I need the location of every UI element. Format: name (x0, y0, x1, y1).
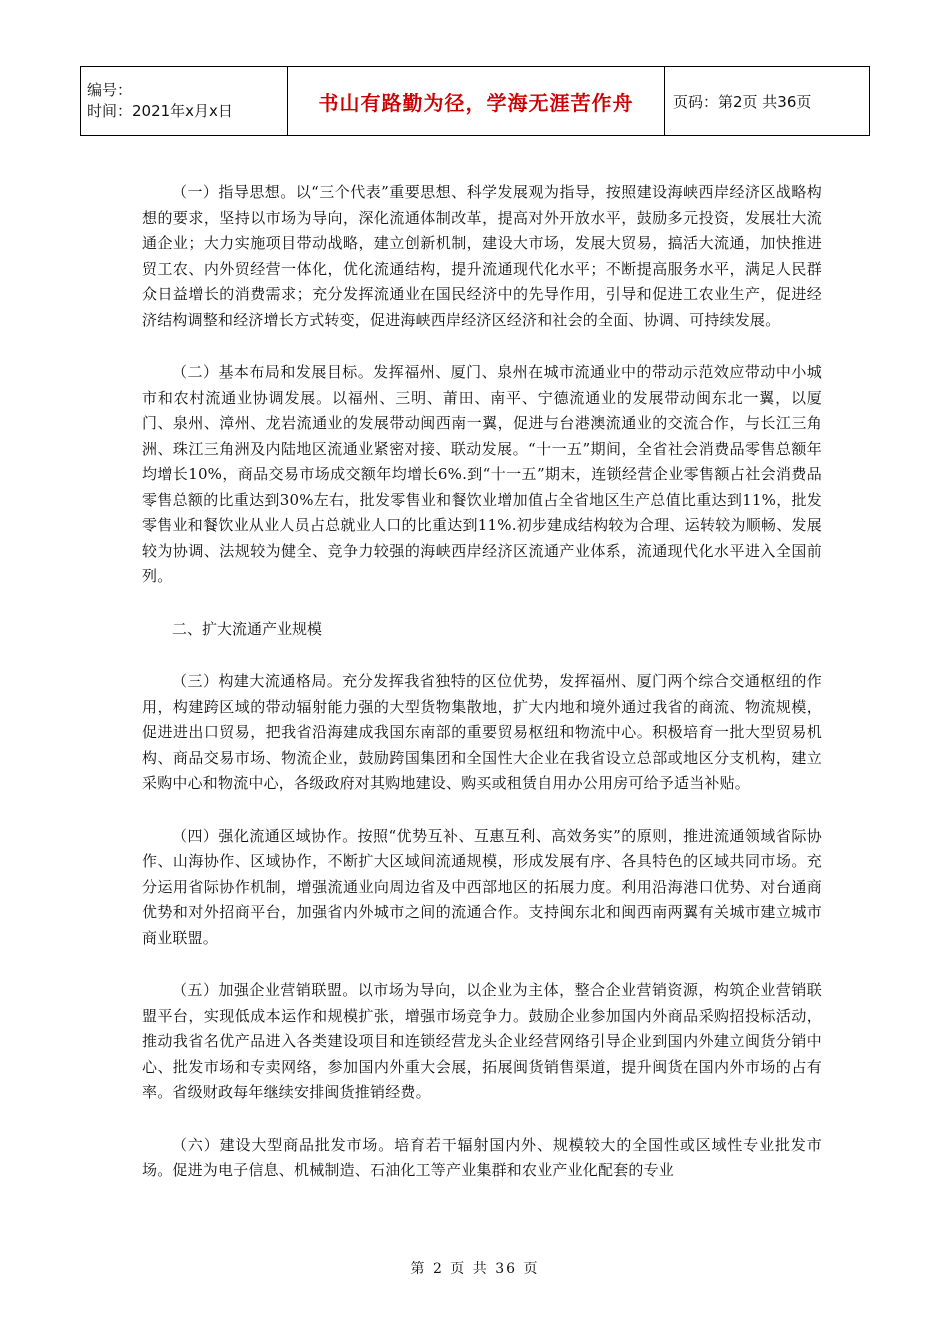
document-body (142, 180, 822, 1211)
motto: 书山有路勤为径，学海无涯苦作舟 (288, 67, 665, 136)
paragraph-circulation-pattern: （三）构建大流通格局。充分发挥我省独特的区位优势，发挥福州、厦门两个综合交通枢纽的作用，构建跨区域的带动辐射能力强的大型货物集散地，扩大内地和境外通过我省的商流、物流规模，促进进出口贸易，把我省沿海建成我国东南部的重要贸易枢纽和物流中心。积极培育一批大型贸易机构、商品交易市场、物流企业，鼓励跨国集团和全国性大企业在我省设立总部或地区分支机构，建立采购中心和物流中心，各级政府对其购地建设、购买或租赁自用办公用房可给予适当补贴。 (142, 672, 822, 792)
page-info: 页码：第2页 共36页 (665, 67, 870, 136)
date-label: 时间：2021年x月x日 (87, 102, 233, 120)
paragraph-guiding-ideology: （一）指导思想。以“三个代表”重要思想、科学发展观为指导，按照建设海峡西岸经济区战略构想的要求，坚持以市场为导向，深化流通体制改革，提高对外开放水平，鼓励多元投资，发展壮大流通企业；大力实施项目带动战略，建立创新机制，建设大市场，发展大贸易，搞活大流通，加快推进贸工农、内外贸经营一体化，优化流通结构，提升流通现代化水平；不断提高服务水平，满足人民群众日益增长的消费需求；充分发挥流通业在国民经济中的先导作用，引导和促进工农业生产，促进经济结构调整和经济增长方式转变，促进海峡西岸经济区经济和社会的全面、协调、可持续发展。 (142, 183, 822, 329)
paragraph-layout-goals: （二）基本布局和发展目标。发挥福州、厦门、泉州在城市流通业中的带动示范效应带动中小城市和农村流通业协调发展。以福州、三明、莆田、南平、宁德流通业的发展带动闽东北一翼，以厦门、泉州、漳州、龙岩流通业的发展带动闽西南一翼，促进与台港澳流通业的交流合作，与长江三角洲、珠江三角洲及内陆地区流通业紧密对接、联动发展。“十一五”期间，全省社会消费品零售总额年均增长10%，商品交易市场成交额年均增长6%.到“十一五”期末，连锁经营企业零售额占社会消费品零售总额的比重达到30%左右，批发零售业和餐饮业增加值占全省地区生产总值比重达到11%，批发零售业和餐饮业从业人员占总就业人口的比重达到11%.初步建成结构较为合理、运转较为顺畅、发展较为协调、法规较为健全、竞争力较强的海峡西岸经济区流通产业体系，流通现代化水平进入全国前列。 (142, 363, 822, 585)
number-label: 编号： (87, 81, 133, 99)
page-footer: 第 2 页 共 36 页 (410, 1261, 540, 1277)
paragraph-marketing-alliance: （五）加强企业营销联盟。以市场为导向，以企业为主体，整合企业营销资源，构筑企业营销联盟平台，实现低成本运作和规模扩张，增强市场竞争力。鼓励企业参加国内外商品采购招投标活动，推动我省名优产品进入各类建设项目和连锁经营龙头企业经营网络引导企业到国内外建立闽货分销中心、批发市场和专卖网络，参加国内外重大会展，拓展闽货销售渠道，提升闽货在国内外市场的占有率。省级财政每年继续安排闽货推销经费。 (142, 981, 822, 1101)
paragraph-wholesale-markets: （六）建设大型商品批发市场。培育若干辐射国内外、规模较大的全国性或区域性专业批发市场。促进为电子信息、机械制造、石油化工等产业集群和农业产业化配套的专业 (142, 1135, 822, 1179)
header-table (80, 66, 870, 136)
paragraph-regional-cooperation: （四）强化流通区域协作。按照“优势互补、互惠互利、高效务实”的原则，推进流通领域省际协作、山海协作、区域协作，不断扩大区域间流通规模，形成发展有序、各具特色的区域共同市场。充分运用省际协作机制，增强流通业向周边省及中西部地区的拓展力度。利用沿海港口优势、对台通商优势和对外招商平台，加强省内外城市之间的流通合作。支持闽东北和闽西南两翼有关城市建立城市商业联盟。 (142, 826, 822, 947)
section-heading: 二、扩大流通产业规模 (172, 619, 323, 638)
header-meta (81, 67, 288, 136)
